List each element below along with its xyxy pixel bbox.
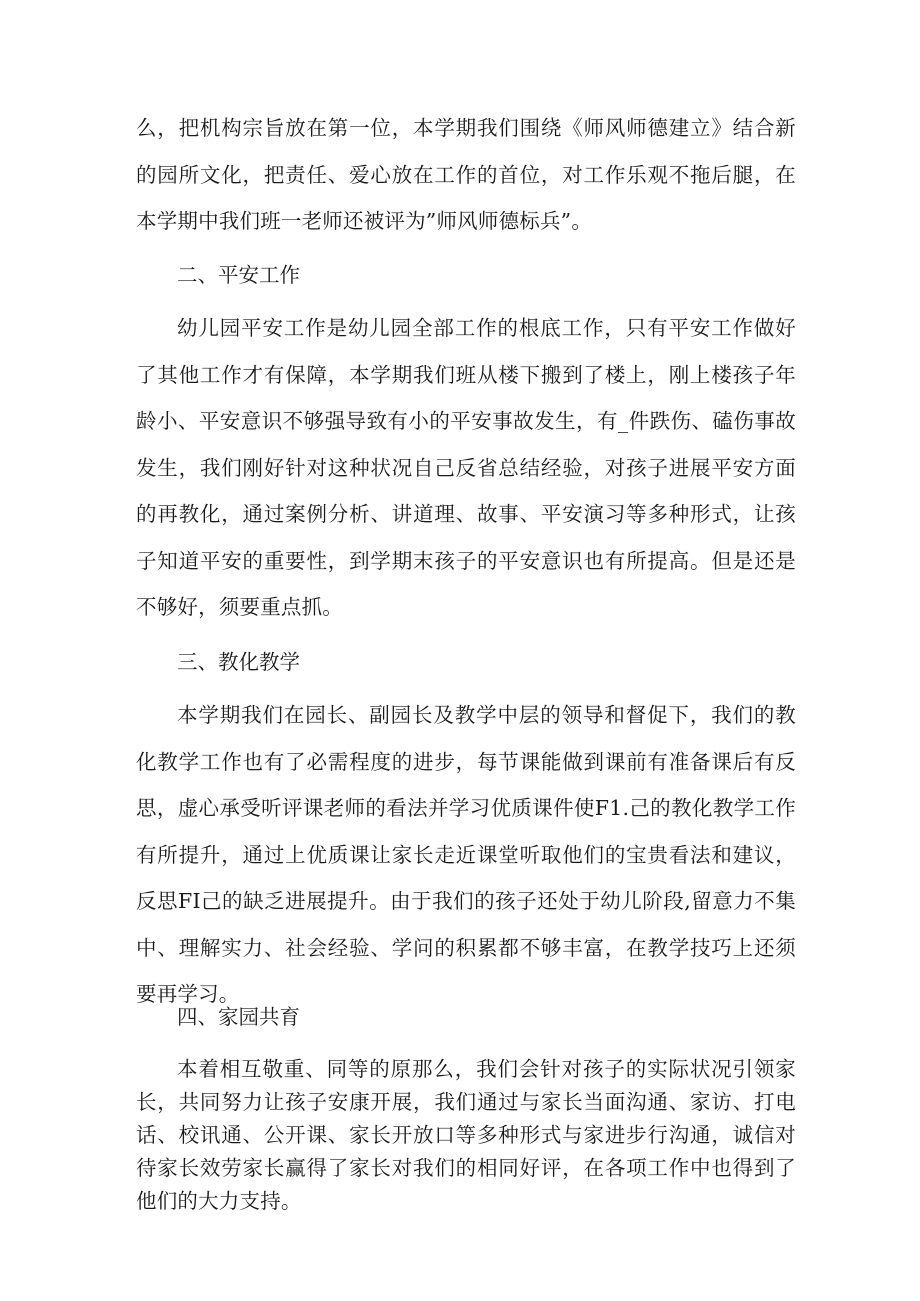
section-heading-safety: 二、平安工作 xyxy=(177,263,300,287)
section-body-safety: 幼儿园平安工作是幼儿园全部工作的根底工作，只有平安工作做好了其他工作才有保障，本学期我们班从楼下搬到了楼上，刚上楼孩子年龄小、平安意识不够强导致有小的平安事故发生，有_件跌伤、磕伤事故发生，我们刚好针对这种状况自己反省总结经验，对孩子进展平安方面的再教化，通过案例分析、讲道理、故事、平安演习等多种形式，让孩子知道平安的重要性，到学期末孩子的平安意识也有所提高。但是还是不够好，须要重点抓。 xyxy=(136,316,796,619)
section-heading-home-school: 四、家园共育 xyxy=(177,1005,300,1029)
section-body-home-school: 本着相互敬重、同等的原那么，我们会针对孩子的实际状况引领家长，共同努力让孩子安康开展，我们通过与家长当面沟通、家访、打电话、校讯通、公开课、家长开放口等多种形式与家进步行沟通，诚信对待家长效劳家长赢得了家长对我们的相同好评，在各项工作中也得到了他们的大力支持。 xyxy=(136,1057,796,1213)
section-body-teaching: 本学期我们在园长、副园长及教学中层的领导和督促下，我们的教化教学工作也有了必需程度的进步，每节课能做到课前有准备课后有反思，虚心承受听评课老师的看法并学习优质课件使F1.己的教化教学工作有所提升，通过上优质课让家长走近课堂听取他们的宝贵看法和建议，反思FI己的缺乏进展提升。由于我们的孩子还处于幼儿阶段,留意力不集中、理解实力、社会经验、学问的积累都不够丰富，在教学技巧上还须要再学习。 xyxy=(136,703,796,1006)
section-heading-teaching: 三、教化教学 xyxy=(177,650,300,674)
continuation-paragraph: 么，把机构宗旨放在第一位，本学期我们围绕《师风师德建立》结合新的园所文化，把责任、爱心放在工作的首位，对工作乐观不拖后腿，在本学期中我们班一老师还被评为”师风师德标兵”。 xyxy=(136,116,796,233)
